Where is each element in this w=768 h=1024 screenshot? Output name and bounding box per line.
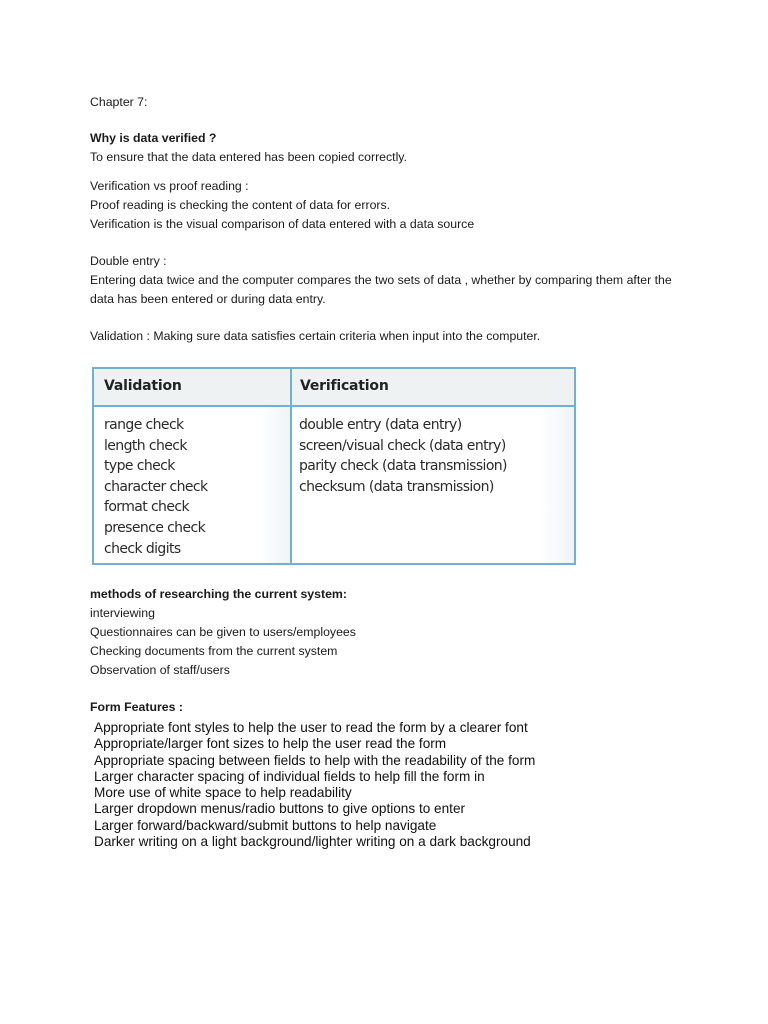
methods-item: Questionnaires can be given to users/employees xyxy=(90,625,356,639)
form-feature-item: More use of white space to help readability xyxy=(94,785,352,801)
verification-item: parity check (data transmission) xyxy=(299,458,507,475)
validation-item: check digits xyxy=(104,540,181,557)
form-feature-item: Appropriate spacing between fields to help with the readability of the form xyxy=(94,752,536,768)
validation-text: Validation : Making sure data satisfies certain criteria when input into the computer. xyxy=(90,329,541,343)
verification-item: double entry (data entry) xyxy=(299,417,462,433)
form-feature-item: Larger forward/backward/submit buttons to help navigate xyxy=(94,817,437,833)
methods-item: interviewing xyxy=(90,606,155,620)
verified-heading: Why is data verified ? xyxy=(90,131,217,145)
proof-reading-definition: Proof reading is checking the content of data for errors. xyxy=(90,198,391,212)
form-features-list xyxy=(94,720,535,850)
form-feature-item: Appropriate font styles to help the user to read the form by a clearer font xyxy=(94,720,528,735)
methods-item: Checking documents from the current system xyxy=(90,644,338,658)
verification-column xyxy=(299,415,507,497)
chapter-title: Chapter 7: xyxy=(90,95,148,109)
validation-item: presence check xyxy=(104,519,206,536)
validation-item: length check xyxy=(104,437,187,454)
form-features-heading: Form Features : xyxy=(90,700,183,714)
validation-item: character check xyxy=(104,478,208,495)
validation-item: range check xyxy=(104,417,184,433)
verification-vs-heading: Verification vs proof reading : xyxy=(90,179,249,193)
form-feature-item: Larger character spacing of individual fields to help fill the form in xyxy=(94,768,485,784)
validation-column xyxy=(104,415,207,559)
verified-answer: To ensure that the data entered has been copied correctly. xyxy=(90,150,407,164)
form-feature-item: Appropriate/larger font sizes to help the user read the form xyxy=(94,736,447,752)
validation-item: type check xyxy=(104,458,175,475)
table-column-divider xyxy=(290,369,292,563)
validation-verification-table xyxy=(92,367,576,565)
form-feature-item: Larger dropdown menus/radio buttons to give options to enter xyxy=(94,801,466,817)
validation-item: format check xyxy=(104,499,189,516)
form-feature-item: Darker writing on a light background/lighter writing on a dark background xyxy=(94,834,531,850)
table-header-validation: Validation xyxy=(104,378,182,394)
double-entry-heading: Double entry : xyxy=(90,254,167,268)
methods-item: Observation of staff/users xyxy=(90,663,230,677)
verification-item: screen/visual check (data entry) xyxy=(299,437,506,454)
methods-heading: methods of researching the current system: xyxy=(90,587,347,601)
verification-item: checksum (data transmission) xyxy=(299,478,494,495)
verification-definition: Verification is the visual comparison of data entered with a data source xyxy=(90,217,475,231)
double-entry-text: Entering data twice and the computer compares the two sets of data , whether by comparing them after the data has been entered or during data entry. xyxy=(90,273,672,306)
table-header-verification: Verification xyxy=(300,378,389,394)
